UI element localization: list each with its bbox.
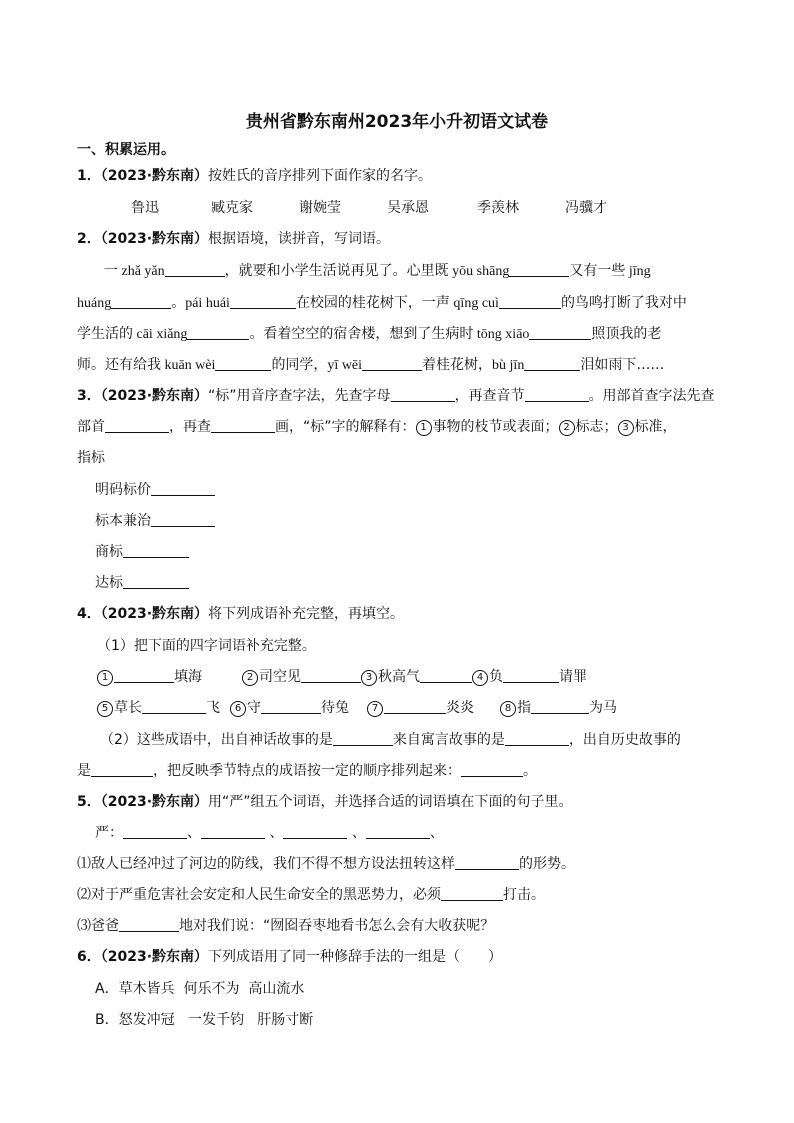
question-2: 2．（2023·黔东南）根据语境，读拼音，写词语。 — [77, 231, 391, 247]
answer-blank[interactable] — [503, 668, 559, 683]
q4-row-1: 1 填海 2 司空见 3 秋高气 4 负 请罪 — [97, 667, 587, 687]
q2-line-3: 学生活的 cāi xiǎng 。看着空空的宿舍楼，想到了生病时 tōng xiāo 照顶我的老 — [77, 326, 662, 342]
answer-blank[interactable] — [391, 387, 455, 402]
author-name: 鲁迅 — [131, 200, 159, 216]
author-name: 臧克家 — [211, 200, 253, 216]
author-name: 冯骥才 — [565, 200, 607, 216]
question-source: （2023·黔东南） — [100, 949, 209, 965]
q5-sentence-1: ⑴敌人已经冲过了河边的防线，我们不得不想方设法扭转这样 的形势。 — [77, 856, 575, 872]
answer-blank[interactable] — [461, 762, 523, 777]
answer-blank[interactable] — [531, 699, 589, 714]
q3-item: 标本兼治 — [95, 511, 215, 531]
answer-blank[interactable] — [105, 418, 169, 433]
question-4: 4．（2023·黔东南）将下列成语补充完整，再填空。 — [77, 606, 405, 622]
answer-blank[interactable] — [524, 356, 580, 371]
answer-blank[interactable] — [529, 325, 591, 340]
answer-blank[interactable] — [114, 668, 174, 683]
q3-item: 明码标价 — [95, 480, 215, 500]
answer-blank[interactable] — [333, 731, 393, 746]
answer-blank[interactable] — [165, 262, 225, 277]
q3-line-2: 部首 ，再查 画，“标”字的解释有： 1 事物的枝节或表面； 2 标志； 3 标准， — [77, 419, 677, 435]
circled-number-2-icon: 2 — [559, 420, 575, 436]
circled-number-1-icon: 1 — [97, 670, 113, 686]
circled-number-4-icon: 4 — [472, 670, 488, 686]
q5-word-blanks: 严： 、 、 、 、 — [95, 825, 444, 841]
q3-line-3: 指标 — [77, 450, 105, 466]
author-name: 季羡林 — [477, 200, 519, 216]
circled-number-3-icon: 3 — [361, 670, 377, 686]
q2-line-4: 师。还有给我 kuān wèi 的同学，yī wēi 着桂花树，bù jīn 泪如雨下…… — [77, 357, 665, 373]
answer-blank[interactable] — [366, 824, 430, 839]
circled-number-1-icon: 1 — [416, 420, 432, 436]
answer-blank[interactable] — [211, 418, 275, 433]
answer-blank[interactable] — [420, 668, 472, 683]
question-source: （2023·黔东南） — [100, 794, 209, 810]
question-source: （2023·黔东南） — [100, 168, 209, 184]
question-source: （2023·黔东南） — [100, 606, 209, 622]
answer-blank[interactable] — [525, 387, 589, 402]
answer-blank[interactable] — [151, 481, 215, 496]
q2-line-2: huáng 。pái huái 在校园的桂花树下，一声 qīng cuì 的鸟鸣打断了我对中 — [77, 295, 687, 311]
answer-blank[interactable] — [455, 855, 519, 870]
q3-item: 商标 — [95, 542, 189, 562]
answer-blank[interactable] — [123, 824, 187, 839]
answer-blank[interactable] — [119, 917, 179, 932]
option-b[interactable]: B．怒发冲冠 一发千钧 肝肠寸断 — [95, 1012, 314, 1028]
author-name: 吴承恩 — [387, 200, 429, 216]
answer-blank[interactable] — [215, 356, 271, 371]
answer-blank[interactable] — [187, 325, 249, 340]
author-names — [131, 198, 607, 218]
answer-blank[interactable] — [151, 512, 215, 527]
circled-number-3-icon: 3 — [618, 420, 634, 436]
answer-blank[interactable] — [201, 824, 265, 839]
question-source: （2023·黔东南） — [100, 388, 209, 404]
circled-number-8-icon: 8 — [500, 701, 516, 717]
question-3: 3．（2023·黔东南）“标”用音序查字法，先查字母 ，再查音节 。用部首查字法先查 — [77, 388, 715, 404]
circled-number-7-icon: 7 — [367, 701, 383, 717]
question-5: 5．（2023·黔东南）用“严”组五个词语，并选择合适的词语填在下面的句子里。 — [77, 794, 573, 810]
q4-row-2: 5 草长 飞 6 守 待兔 7 炎炎 8 指 为马 — [97, 698, 617, 718]
author-name: 谢婉莹 — [299, 200, 341, 216]
option-a[interactable]: A．草木皆兵 何乐不为 高山流水 — [95, 981, 305, 997]
answer-blank[interactable] — [499, 294, 561, 309]
answer-blank[interactable] — [111, 294, 171, 309]
circled-number-2-icon: 2 — [242, 670, 258, 686]
circled-number-6-icon: 6 — [230, 701, 246, 717]
answer-blank[interactable] — [283, 824, 347, 839]
answer-blank[interactable] — [384, 699, 446, 714]
q2-line-1: 一 zhǎ yǎn ，就要和小学生活说再见了。心里既 yōu shāng 又有一些 jīng — [104, 264, 651, 279]
answer-blank[interactable] — [505, 731, 569, 746]
answer-blank[interactable] — [441, 886, 503, 901]
answer-blank[interactable] — [261, 699, 321, 714]
q3-item: 达标 — [95, 573, 189, 593]
page-title: 贵州省黔东南州2023年小升初语文试卷 — [245, 112, 549, 132]
answer-blank[interactable] — [362, 356, 422, 371]
q4-sub-2-cont: 是 ，把反映季节特点的成语按一定的顺序排列起来： 。 — [77, 763, 537, 779]
circled-number-5-icon: 5 — [97, 701, 113, 717]
answer-blank[interactable] — [509, 262, 569, 277]
q5-sentence-3: ⑶爸爸 地对我们说：“囫囵吞枣地看书怎么会有大收获呢？ — [77, 918, 495, 934]
answer-blank[interactable] — [142, 699, 206, 714]
answer-blank[interactable] — [230, 294, 296, 309]
question-6: 6．（2023·黔东南）下列成语用了同一种修辞手法的一组是（ ） — [77, 949, 503, 965]
answer-blank[interactable] — [91, 762, 153, 777]
question-1: 1．（2023·黔东南）按姓氏的音序排列下面作家的名字。 — [77, 168, 433, 184]
q5-sentence-2: ⑵对于严重危害社会安定和人民生命安全的黑恶势力，必须 打击。 — [77, 887, 545, 903]
answer-blank[interactable] — [301, 668, 361, 683]
answer-blank[interactable] — [123, 574, 189, 589]
q4-sub-1: （1）把下面的四字词语补充完整。 — [97, 638, 316, 654]
answer-blank[interactable] — [123, 543, 189, 558]
section-heading: 一、积累运用。 — [77, 142, 175, 158]
question-source: （2023·黔东南） — [100, 231, 209, 247]
q4-sub-2: （2）这些成语中，出自神话故事的是 来自寓言故事的是 ，出自历史故事的 — [100, 732, 681, 748]
